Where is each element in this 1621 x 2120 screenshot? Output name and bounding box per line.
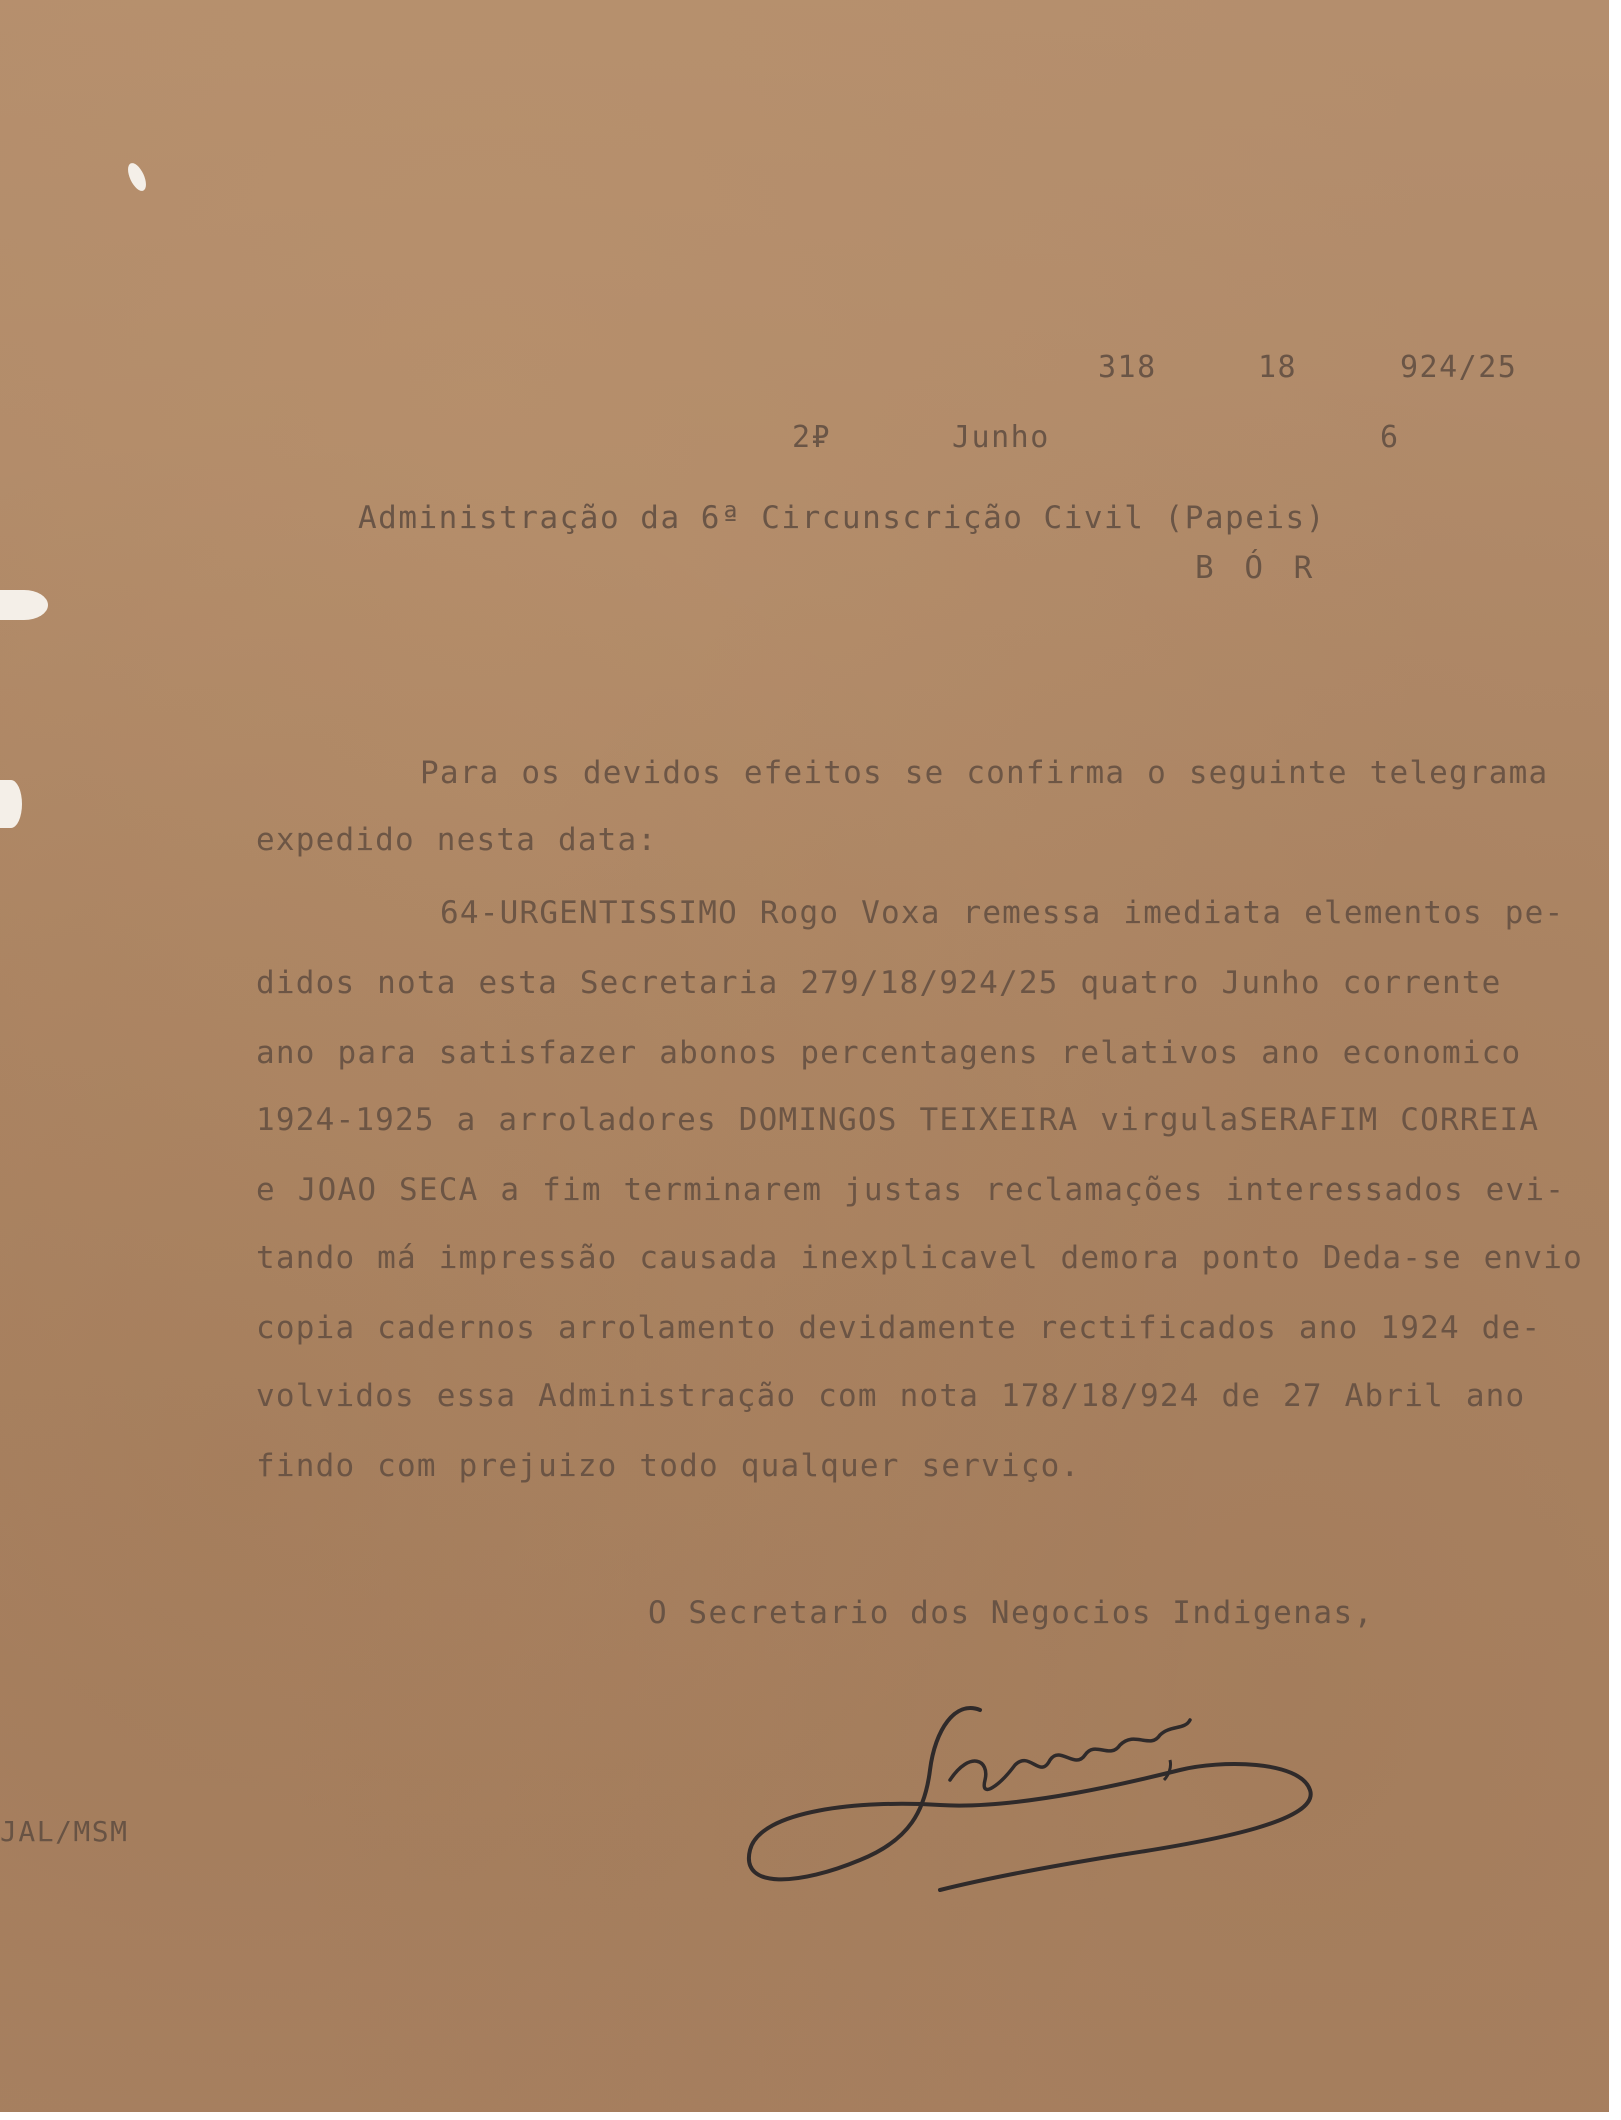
body-line: ano para satisfazer abonos percentagens relativos ano economico <box>256 1035 1522 1071</box>
body-line: expedido nesta data: <box>256 822 658 858</box>
body-line: Para os devidos efeitos se confirma o seguinte telegrama <box>420 755 1549 791</box>
typist-initials: JAL/MSM <box>0 1815 129 1848</box>
body-line: tando má impressão causada inexplicavel demora ponto Deda-se envio <box>256 1240 1583 1276</box>
body-line: volvidos essa Administração com nota 178/18/924 de 27 Abril ano <box>256 1378 1526 1414</box>
body-line: e JOAO SECA a fim terminarem justas reclamações interessados evi- <box>256 1172 1566 1208</box>
signatory-title: O Secretario dos Negocios Indigenas, <box>648 1595 1374 1631</box>
reference-number: 318 <box>1098 350 1157 385</box>
reference-year: 924/25 <box>1400 350 1518 385</box>
body-line: copia cadernos arrolamento devidamente rectificados ano 1924 de- <box>256 1310 1542 1346</box>
paper-hole <box>124 160 149 193</box>
date-day: 2₽ <box>792 420 832 455</box>
body-line: findo com prejuizo todo qualquer serviço. <box>256 1448 1081 1484</box>
body-line: 1924-1925 a arroladores DOMINGOS TEIXEIRA virgulaSERAFIM CORREIA <box>256 1102 1540 1138</box>
body-line: didos nota esta Secretaria 279/18/924/25 quatro Junho corrente <box>256 965 1502 1001</box>
reference-section: 18 <box>1258 350 1298 385</box>
paper-hole <box>0 590 48 620</box>
signature-icon <box>740 1690 1340 1910</box>
recipient-location: B Ó R <box>1195 550 1319 586</box>
body-line: 64-URGENTISSIMO Rogo Voxa remessa imediata elementos pe- <box>440 895 1565 931</box>
recipient-line: Administração da 6ª Circunscrição Civil (Papeis) <box>358 500 1326 536</box>
date-year-digit: 6 <box>1380 420 1400 455</box>
date-month: Junho <box>952 420 1050 455</box>
paper-hole <box>0 780 22 828</box>
